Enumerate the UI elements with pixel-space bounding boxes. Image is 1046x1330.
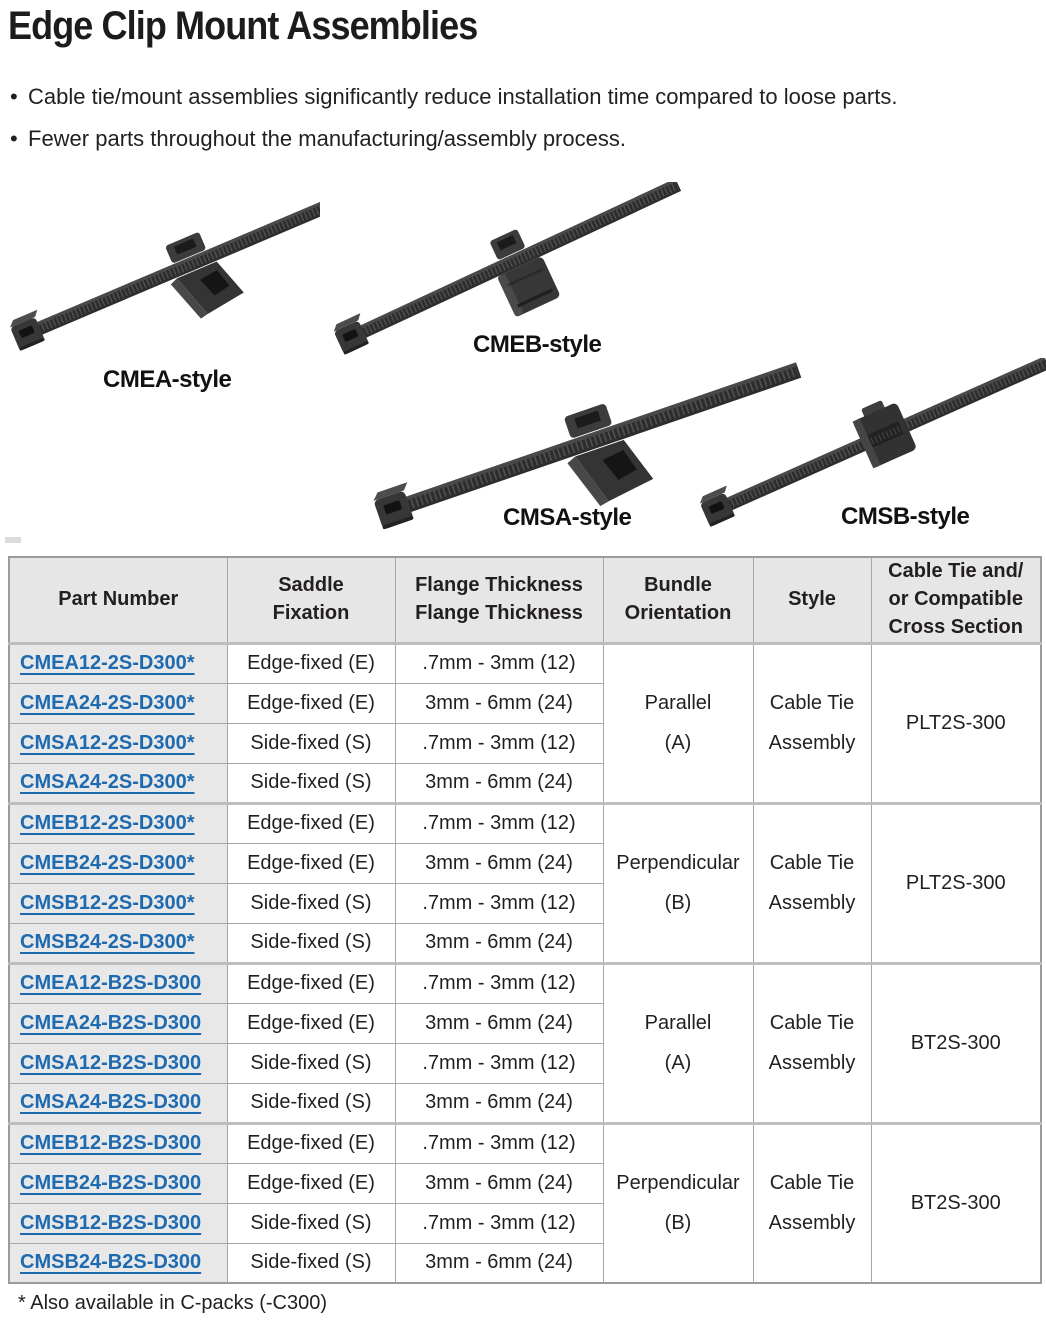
cross-section-cell: BT2S-300 <box>871 1123 1041 1283</box>
flange-thickness-cell: 3mm - 6mm (24) <box>395 1083 603 1123</box>
flange-thickness-cell: 3mm - 6mm (24) <box>395 843 603 883</box>
part-number-link[interactable]: CMEB24-B2S-D300 <box>20 1171 202 1194</box>
part-number-link[interactable]: CMSB24-2S-D300* <box>20 931 195 953</box>
flange-thickness-cell: .7mm - 3mm (12) <box>395 1203 603 1243</box>
cross-section-cell: PLT2S-300 <box>871 643 1041 803</box>
bundle-orientation-cell: Parallel (A) <box>603 963 753 1123</box>
parts-table <box>8 556 1042 1284</box>
feature-text: Fewer parts throughout the manufacturing/assembly process. <box>28 126 626 151</box>
part-number-cell <box>9 923 227 963</box>
part-number-link[interactable]: CMEB12-B2S-D300 <box>20 1132 202 1154</box>
part-number-link[interactable]: CMSB24-B2S-D300 <box>20 1251 202 1274</box>
part-number-link[interactable]: CMSA12-B2S-D300 <box>20 1051 202 1074</box>
saddle-fixation-cell: Edge-fixed (E) <box>227 683 395 723</box>
saddle-fixation-cell: Edge-fixed (E) <box>227 1123 395 1163</box>
footnote: * Also available in C-packs (-C300) <box>18 1292 328 1314</box>
saddle-fixation-cell: Edge-fixed (E) <box>227 643 395 683</box>
bundle-orientation-cell: Perpendicular (B) <box>603 1123 753 1283</box>
style-cell: Cable Tie Assembly <box>753 643 871 803</box>
bullet-icon: • <box>10 84 18 109</box>
flange-thickness-cell: .7mm - 3mm (12) <box>395 963 603 1003</box>
product-label-cmeb: CMEB-style <box>473 331 602 358</box>
style-cell: Cable Tie Assembly <box>753 963 871 1123</box>
saddle-fixation-cell: Edge-fixed (E) <box>227 803 395 843</box>
flange-thickness-cell: .7mm - 3mm (12) <box>395 723 603 763</box>
flange-thickness-cell: 3mm - 6mm (24) <box>395 1243 603 1283</box>
feature-item <box>10 118 897 160</box>
saddle-fixation-cell: Side-fixed (S) <box>227 1243 395 1283</box>
part-number-cell <box>9 1123 227 1163</box>
header-row <box>9 557 1041 643</box>
saddle-fixation-cell: Side-fixed (S) <box>227 1043 395 1083</box>
part-number-cell <box>9 683 227 723</box>
part-number-cell <box>9 723 227 763</box>
table-row <box>9 643 1041 683</box>
saddle-fixation-cell: Edge-fixed (E) <box>227 843 395 883</box>
saddle-fixation-cell: Edge-fixed (E) <box>227 963 395 1003</box>
bullet-icon: • <box>10 126 18 151</box>
part-number-cell <box>9 1003 227 1043</box>
col-header-cross-section: Cable Tie and/ or Compatible Cross Section <box>871 557 1041 643</box>
flange-thickness-cell: 3mm - 6mm (24) <box>395 923 603 963</box>
cross-section-cell: BT2S-300 <box>871 963 1041 1123</box>
feature-text: Cable tie/mount assemblies significantly reduce installation time compared to loose parts. <box>28 84 898 109</box>
saddle-fixation-cell: Edge-fixed (E) <box>227 1003 395 1043</box>
part-number-link[interactable]: CMEA12-2S-D300* <box>20 652 195 674</box>
table-row <box>9 1123 1041 1163</box>
cross-section-cell: PLT2S-300 <box>871 803 1041 963</box>
saddle-fixation-cell: Edge-fixed (E) <box>227 1163 395 1203</box>
saddle-fixation-cell: Side-fixed (S) <box>227 1083 395 1123</box>
bundle-orientation-cell: Perpendicular (B) <box>603 803 753 963</box>
flange-thickness-cell: .7mm - 3mm (12) <box>395 883 603 923</box>
col-header-bundle-orientation: Bundle Orientation <box>603 557 753 643</box>
product-label-cmsb: CMSB-style <box>841 503 970 530</box>
part-number-cell <box>9 883 227 923</box>
page-title: Edge Clip Mount Assemblies <box>8 4 478 48</box>
col-header-saddle-fixation: Saddle Fixation <box>227 557 395 643</box>
print-artifact <box>5 537 21 543</box>
feature-list <box>10 76 897 160</box>
feature-item <box>10 76 897 118</box>
style-cell: Cable Tie Assembly <box>753 803 871 963</box>
product-label-cmea: CMEA-style <box>103 366 232 393</box>
col-header-style: Style <box>753 557 871 643</box>
part-number-link[interactable]: CMSB12-B2S-D300 <box>20 1211 202 1234</box>
flange-thickness-cell: .7mm - 3mm (12) <box>395 643 603 683</box>
table-row <box>9 963 1041 1003</box>
part-number-link[interactable]: CMEB24-2S-D300* <box>20 851 195 874</box>
flange-thickness-cell: .7mm - 3mm (12) <box>395 1043 603 1083</box>
table-row <box>9 803 1041 843</box>
part-number-cell <box>9 843 227 883</box>
saddle-fixation-cell: Side-fixed (S) <box>227 763 395 803</box>
part-number-link[interactable]: CMSB12-2S-D300* <box>20 891 195 914</box>
part-number-link[interactable]: CMEA12-B2S-D300 <box>20 972 202 994</box>
bundle-orientation-cell: Parallel (A) <box>603 643 753 803</box>
flange-thickness-cell: .7mm - 3mm (12) <box>395 1123 603 1163</box>
flange-thickness-cell: 3mm - 6mm (24) <box>395 683 603 723</box>
part-number-cell <box>9 1203 227 1243</box>
flange-thickness-cell: 3mm - 6mm (24) <box>395 1003 603 1043</box>
saddle-fixation-cell: Side-fixed (S) <box>227 723 395 763</box>
style-cell: Cable Tie Assembly <box>753 1123 871 1283</box>
flange-thickness-cell: 3mm - 6mm (24) <box>395 763 603 803</box>
part-number-link[interactable]: CMEA24-B2S-D300 <box>20 1011 202 1034</box>
part-number-link[interactable]: CMSA24-2S-D300* <box>20 771 195 793</box>
col-header-flange-thickness: Flange Thickness Flange Thickness <box>395 557 603 643</box>
part-number-cell <box>9 1163 227 1203</box>
saddle-fixation-cell: Side-fixed (S) <box>227 1203 395 1243</box>
part-number-link[interactable]: CMEB12-2S-D300* <box>20 812 195 834</box>
part-number-cell <box>9 1083 227 1123</box>
saddle-fixation-cell: Side-fixed (S) <box>227 883 395 923</box>
part-number-cell <box>9 1043 227 1083</box>
cmea-product-image <box>8 188 320 368</box>
part-number-cell <box>9 963 227 1003</box>
part-number-cell <box>9 803 227 843</box>
part-number-link[interactable]: CMSA24-B2S-D300 <box>20 1091 202 1113</box>
flange-thickness-cell: 3mm - 6mm (24) <box>395 1163 603 1203</box>
part-number-cell <box>9 643 227 683</box>
col-header-part-number: Part Number <box>9 557 227 643</box>
part-number-cell <box>9 763 227 803</box>
product-images-area <box>0 180 1046 548</box>
part-number-link[interactable]: CMSA12-2S-D300* <box>20 731 195 754</box>
saddle-fixation-cell: Side-fixed (S) <box>227 923 395 963</box>
part-number-link[interactable]: CMEA24-2S-D300* <box>20 691 195 714</box>
part-number-cell <box>9 1243 227 1283</box>
flange-thickness-cell: .7mm - 3mm (12) <box>395 803 603 843</box>
product-label-cmsa: CMSA-style <box>503 504 632 531</box>
